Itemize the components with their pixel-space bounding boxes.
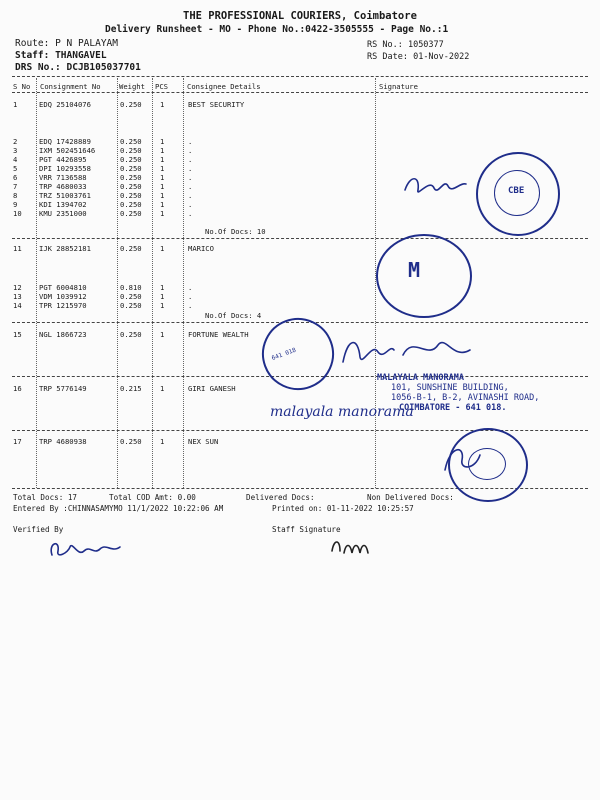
rs-date-row (367, 52, 469, 62)
row-consignment: EDQ 17428889 (39, 137, 91, 146)
row-consignment: IXM 502451646 (39, 146, 96, 155)
staff-label: Staff: (15, 50, 50, 61)
verified-by-signature (44, 533, 124, 565)
row-sno: 12 (13, 283, 22, 292)
row-weight: 0.250 (120, 146, 142, 155)
col-consignee: Consignee Details (187, 82, 261, 91)
stamp-line: COIMBATORE - 641 018. (399, 403, 507, 413)
row-consignment: EDQ 25104076 (39, 100, 91, 109)
row-consignment: TRP 4680033 (39, 182, 87, 191)
row-weight: 0.250 (120, 100, 142, 109)
stamp-line: 1056-B-1, B-2, AVINASHI ROAD, (391, 393, 540, 403)
staff-row (15, 50, 107, 61)
total-cod: Total COD Amt: 0.00 (109, 493, 196, 502)
row-consignment: TRZ 51003761 (39, 191, 91, 200)
delivered-docs: Delivered Docs: (246, 493, 315, 502)
row-consignment: IJK 28852181 (39, 244, 91, 253)
row-consignment: KMU 2351000 (39, 209, 87, 218)
staff-signature-label: Staff Signature (272, 525, 341, 534)
col-pcs: PCS (155, 82, 168, 91)
row-sno: 7 (13, 182, 18, 191)
row-weight: 0.250 (120, 191, 142, 200)
company-title: THE PROFESSIONAL COURIERS, Coimbatore (183, 10, 417, 22)
row-weight: 0.250 (120, 182, 142, 191)
row-consignment: TRP 4680938 (39, 437, 87, 446)
signature-row-15b (398, 330, 478, 370)
rs-no-row (367, 40, 444, 50)
rs-date-label: RS Date: (367, 52, 408, 62)
row-details: . (188, 301, 193, 310)
row-pcs: 1 (160, 330, 165, 339)
row-weight: 0.810 (120, 283, 142, 292)
row-sno: 14 (13, 301, 22, 310)
drs-label: DRS No.: (15, 62, 61, 73)
row-pcs: 1 (160, 173, 165, 182)
row-weight: 0.250 (120, 330, 142, 339)
row-pcs: 1 (160, 437, 165, 446)
row-pcs: 1 (160, 384, 165, 393)
col-signature: Signature (379, 82, 418, 91)
row-sno: 15 (13, 330, 22, 339)
row-details: . (188, 164, 193, 173)
col-divider (117, 78, 118, 488)
stanworth-stamp: CBE (476, 152, 560, 236)
row-consignment: TRP 5776149 (39, 384, 87, 393)
row-consignment: NGL 1866723 (39, 330, 87, 339)
row-consignment: VDM 1039912 (39, 292, 87, 301)
row-details: . (188, 173, 193, 182)
row-weight: 0.215 (120, 384, 142, 393)
row-consignment: PGT 4426895 (39, 155, 87, 164)
row-weight: 0.250 (120, 209, 142, 218)
col-divider (36, 78, 37, 488)
row-pcs: 1 (160, 146, 165, 155)
route-value: P N PALAYAM (55, 38, 118, 49)
signature-row-15 (338, 332, 398, 372)
row-pcs: 1 (160, 209, 165, 218)
row-consignment: TPR 1215970 (39, 301, 87, 310)
row-sno: 11 (13, 244, 22, 253)
row-details: . (188, 137, 193, 146)
row-sno: 10 (13, 209, 22, 218)
row-details: . (188, 146, 193, 155)
col-consignment: Consignment No (40, 82, 101, 91)
row-weight: 0.250 (120, 155, 142, 164)
route-row (15, 38, 118, 49)
group-rule (12, 238, 588, 239)
stamp-line: MALAYALA MANORAMA (377, 373, 464, 383)
row-sno: 4 (13, 155, 18, 164)
row-pcs: 1 (160, 155, 165, 164)
row-details: . (188, 283, 193, 292)
total-docs: Total Docs: 17 (13, 493, 78, 502)
row-details: GIRI GANESH (188, 384, 236, 393)
row-sno: 1 (13, 100, 18, 109)
row-pcs: 1 (160, 244, 165, 253)
non-delivered-docs: Non Delivered Docs: (367, 493, 454, 502)
col-divider (152, 78, 153, 488)
row-pcs: 1 (160, 283, 165, 292)
row-details: . (188, 155, 193, 164)
row-details: . (188, 182, 193, 191)
rs-no-value: 1050377 (407, 40, 444, 50)
row-details: FORTUNE WEALTH (188, 330, 249, 339)
stamp-line: 101, SUNSHINE BUILDING, (391, 383, 509, 393)
row-weight: 0.250 (120, 164, 142, 173)
printed-on: Printed on: 01-11-2022 10:25:57 (272, 504, 414, 513)
wealth-management-stamp: 641 018 (252, 308, 344, 400)
row-details: . (188, 292, 193, 301)
rs-no-label: RS No.: (367, 40, 403, 50)
row-pcs: 1 (160, 191, 165, 200)
row-consignment: VRR 7136588 (39, 173, 87, 182)
row-sno: 3 (13, 146, 18, 155)
row-sno: 5 (13, 164, 18, 173)
row-sno: 2 (13, 137, 18, 146)
signature-row-17 (440, 440, 490, 480)
col-sno: S No (13, 82, 31, 91)
group-doc-count: No.Of Docs: 4 (205, 311, 262, 320)
staff-value: THANGAVEL (55, 50, 107, 61)
group-doc-count: No.Of Docs: 10 (205, 227, 266, 236)
staff-signature (326, 533, 374, 559)
row-sno: 8 (13, 191, 18, 200)
drs-row (15, 62, 141, 73)
handwritten-malayala: malayala manorama (270, 404, 414, 420)
runsheet-subtitle: Delivery Runsheet - MO - Phone No.:0422-3505555 - Page No.:1 (105, 24, 449, 35)
row-weight: 0.250 (120, 244, 142, 253)
row-weight: 0.250 (120, 301, 142, 310)
row-details: BEST SECURITY (188, 100, 245, 109)
entered-by: Entered By :CHINNASAMYMO 11/1/2022 10:22:06 AM (13, 504, 224, 513)
row-sno: 9 (13, 200, 18, 209)
row-pcs: 1 (160, 200, 165, 209)
row-pcs: 1 (160, 137, 165, 146)
row-pcs: 1 (160, 301, 165, 310)
row-sno: 6 (13, 173, 18, 182)
row-sno: 16 (13, 384, 22, 393)
row-weight: 0.250 (120, 437, 142, 446)
rs-date-value: 01-Nov-2022 (413, 52, 470, 62)
row-sno: 13 (13, 292, 22, 301)
row-weight: 0.250 (120, 200, 142, 209)
row-pcs: 1 (160, 100, 165, 109)
route-label: Route: (15, 38, 50, 49)
row-pcs: 1 (160, 164, 165, 173)
row-details: . (188, 200, 193, 209)
header-rule-top (12, 76, 588, 77)
row-details: NEX SUN (188, 437, 219, 446)
col-divider (183, 78, 184, 488)
row-details: MARICO (188, 244, 214, 253)
signature-row-1 (400, 170, 470, 200)
row-consignment: KDI 1394702 (39, 200, 87, 209)
marico-stamp: M (376, 234, 472, 318)
row-details: . (188, 209, 193, 218)
row-weight: 0.250 (120, 137, 142, 146)
verified-by-label: Verified By (13, 525, 64, 534)
header-rule-bottom (12, 92, 588, 93)
row-consignment: PGT 6004810 (39, 283, 87, 292)
col-weight: Weight (119, 82, 145, 91)
row-weight: 0.250 (120, 173, 142, 182)
row-details: . (188, 191, 193, 200)
row-sno: 17 (13, 437, 22, 446)
row-consignment: DPI 10293558 (39, 164, 91, 173)
row-pcs: 1 (160, 182, 165, 191)
row-weight: 0.250 (120, 292, 142, 301)
drs-value: DCJB105037701 (66, 62, 141, 73)
row-pcs: 1 (160, 292, 165, 301)
